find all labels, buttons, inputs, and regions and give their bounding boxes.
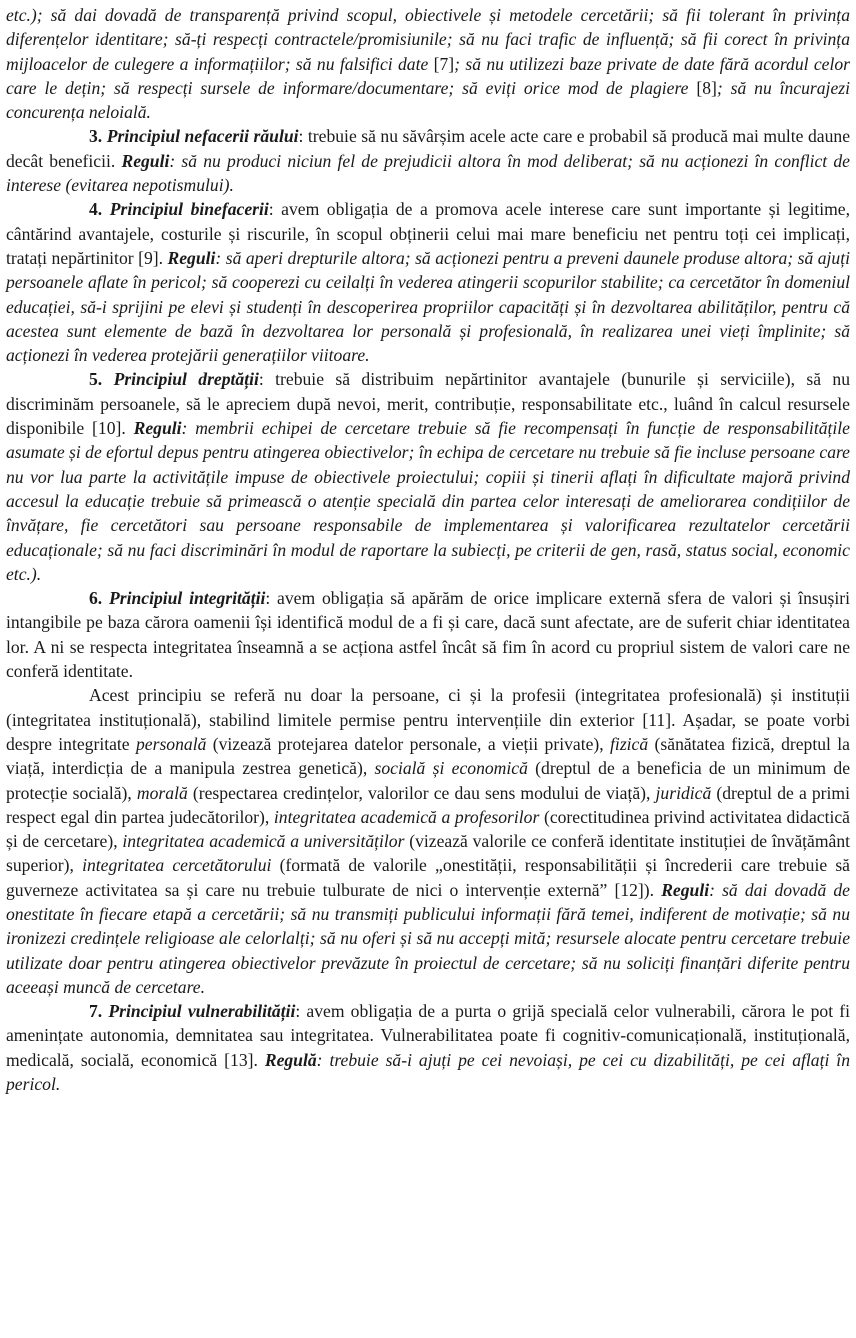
text-run: : trebuie să-i ajuți pe cei nevoiași, pe cei cu dizabilități, pe cei aflați în pericol. — [6, 1049, 850, 1095]
text-run: integritatea cercetătorului — [82, 855, 272, 876]
paragraph-integrity-types — [6, 683, 850, 999]
text-run: morală — [136, 782, 188, 803]
text-run: (sănătatea fizică, dreptul la viață, interdicția de a manipula zestrea genetică), — [6, 733, 850, 779]
text-run: Principiul binefacerii — [109, 199, 269, 220]
text-run: juridică — [655, 782, 712, 803]
text-run: Reguli — [133, 418, 182, 439]
text-run: personală — [136, 733, 207, 754]
text-run: socială și economică — [374, 758, 528, 779]
text-run: [7] — [433, 53, 455, 74]
text-run: (corectitudinea privind activitatea didactică și de cercetare), — [6, 806, 850, 852]
text-run: integritatea academică a profesorilor — [273, 806, 540, 827]
text-run: : avem obligația de a purta o grijă specială celor vulnerabili, cărora le pot fi amenințate autonomia, demnitatea sau integritatea. Vulnerabilitatea poate fi cognitiv-comunicațională, instituțională, medicală, socială, economică [13]. — [6, 1001, 851, 1070]
text-run: : trebuie să distribuim nepărtinitor avantajele (bunurile și serviciile), să nu discriminăm persoanele, să le apreciem după nevoi, merit, contribuție, responsabilitate etc., luând în calcul resursele disponibile [10]. — [6, 369, 850, 439]
text-run: : trebuie să nu săvârșim acele acte care e probabil să producă mai multe daune decât beneficii. — [6, 126, 851, 171]
text-run: Principiul vulnerabilității — [108, 1001, 296, 1022]
text-run: 4. — [89, 199, 110, 220]
text-run: fizică — [610, 733, 649, 754]
paragraph-principle-nonmaleficence — [6, 124, 850, 197]
text-run: (vizează valorile ce conferă identitate instituției de învățământ superior), — [6, 831, 851, 876]
text-run: (vizează protejarea datelor personale, a vieții private), — [206, 733, 611, 754]
text-run: : avem obligația de a promova acele interese care sunt importante și legitime, cântărind avantajele, costurile și riscurile, în scopul obținerii celui mai mare beneficiu net pentru toți cei implicați, tratați nepărtinitor [9]. — [6, 199, 851, 268]
text-run: Principiul integrității — [109, 588, 266, 609]
text-run: Reguli — [121, 150, 170, 171]
text-run: 3. — [89, 126, 107, 147]
text-run: Reguli — [167, 247, 216, 268]
text-run: (respectarea credințelor, valorilor ce dau sens modului de viață), — [187, 782, 656, 803]
text-run: : avem obligația să apărăm de orice implicare externă sfera de valori și însușiri intangibile pe baza cărora oamenii își identifică modul de a fi și care, dacă sunt afectate, are de suferit chiar identitatea lor. A ni se respecta integritatea înseamnă a se acționa astfel încât să fim în acord cu propriul sistem de valori care ne conferă identitate. — [6, 588, 850, 682]
text-run: Regulă — [264, 1049, 317, 1070]
text-run: Principiul dreptății — [113, 369, 259, 390]
text-run: Acest principiu se referă nu doar la persoane, ci și la profesii (integritatea profesională) și instituții (integritatea instituțională), stabilind limitele permise pentru intervențiile din exterior [11]. Așadar, se poate vorbi despre integritate — [6, 685, 850, 754]
text-run: 6. — [89, 588, 109, 609]
paragraph-principle-integrity — [6, 586, 850, 683]
text-run: etc.); să dai dovadă de transparență privind scopul, obiectivele și metodele cercetării; să fii tolerant în privința diferențelor identitare; să-ți respecți contractele/promisiunile; să nu faci trafic de influență; să fii corect în privința mijloacelor de culegere a informațiilor; să nu falsifici date — [6, 5, 850, 74]
text-run: : membrii echipei de cercetare trebuie să fie recompensați în funcție de responsabilitățile asumate și de efortul depus pentru atingerea obiectivelor; în echipa de cercetare nu trebuie să fie incluse persoane care nu vor lua parte la activitățile impuse de obiectivele proiectului; copiii și tinerii aflați în dificultate majoră privind accesul la educație trebuie să primească o atenție specială din partea celor interesați de ameliorarea condițiilor de învățare, fie cercetători sau persoane responsabile de implementarea și valorificarea rezultatelor cercetării educaționale; să nu faci discriminări în modul de raportare la subiecți, pe criterii de gen, rasă, status social, economic etc.). — [6, 418, 850, 584]
text-run: Reguli — [661, 879, 710, 900]
text-run: (dreptul de a primi respect egal din partea judecătorilor), — [6, 782, 850, 827]
text-run: 7. — [89, 1001, 109, 1022]
text-run: Principiul nefacerii răului — [106, 126, 299, 147]
text-run: ; să nu încurajezi concurența neloială. — [6, 77, 850, 123]
text-run: 5. — [89, 369, 114, 390]
text-run: ; să nu utilizezi baze private de date fără acordul celor care le dețin; să respecți sursele de informare/documentare; să eviți orice mod de plagiere — [6, 53, 850, 98]
text-run: : să nu produci niciun fel de prejudicii altora în mod deliberat; să nu acționezi în conflict de interese (evitarea nepotismului). — [6, 150, 850, 196]
text-run: (dreptul de a beneficia de un minimum de protecție socială), — [6, 758, 851, 803]
text-run: [8] — [696, 77, 717, 98]
text-run: : să aperi drepturile altora; să acționezi pentru a preveni daunele produse altora; să ajuți persoanele aflate în pericol; să cooperezi cu ceilalți în vederea atingerii scopurilor stabilite; ca cercetător în domeniul educației, să-i sprijini pe elevi și studenți în descoperirea propriilor capacități și în dezvoltarea abilităților, pentru că acestea sunt elemente de bază în dezvoltarea lor personală și profesională, în realizarea unei vieți împlinite; să acționezi în vederea protejării generațiilor viitoare. — [6, 247, 850, 366]
paragraph-principle-vulnerability — [6, 999, 850, 1096]
paragraph-principle-justice — [6, 367, 850, 586]
text-run: integritatea academică a universităților — [122, 831, 405, 852]
paragraph-principle-beneficence — [6, 197, 850, 367]
paragraph-rules-continuation — [6, 3, 850, 124]
text-run: : să dai dovadă de onestitate în fiecare etapă a cercetării; să nu transmiți publicului informații fără temei, indiferent de motivație; să nu ironizezi credințele religioase ale celorlalți; să nu oferi și să nu accepți mită; resursele alocate pentru cercetare trebuie utilizate doar pentru atingerea obiectivelor prevăzute în proiectul de cercetare; să nu soliciți finanțări diferite pentru aceeași muncă de cercetare. — [6, 879, 850, 997]
text-run: (formată de valorile „onestității, responsabilității și încrederii care trebuie să guverneze activitatea sa și care nu trebuie tulburate de nici o intervenție externă” [12]). — [6, 855, 850, 900]
